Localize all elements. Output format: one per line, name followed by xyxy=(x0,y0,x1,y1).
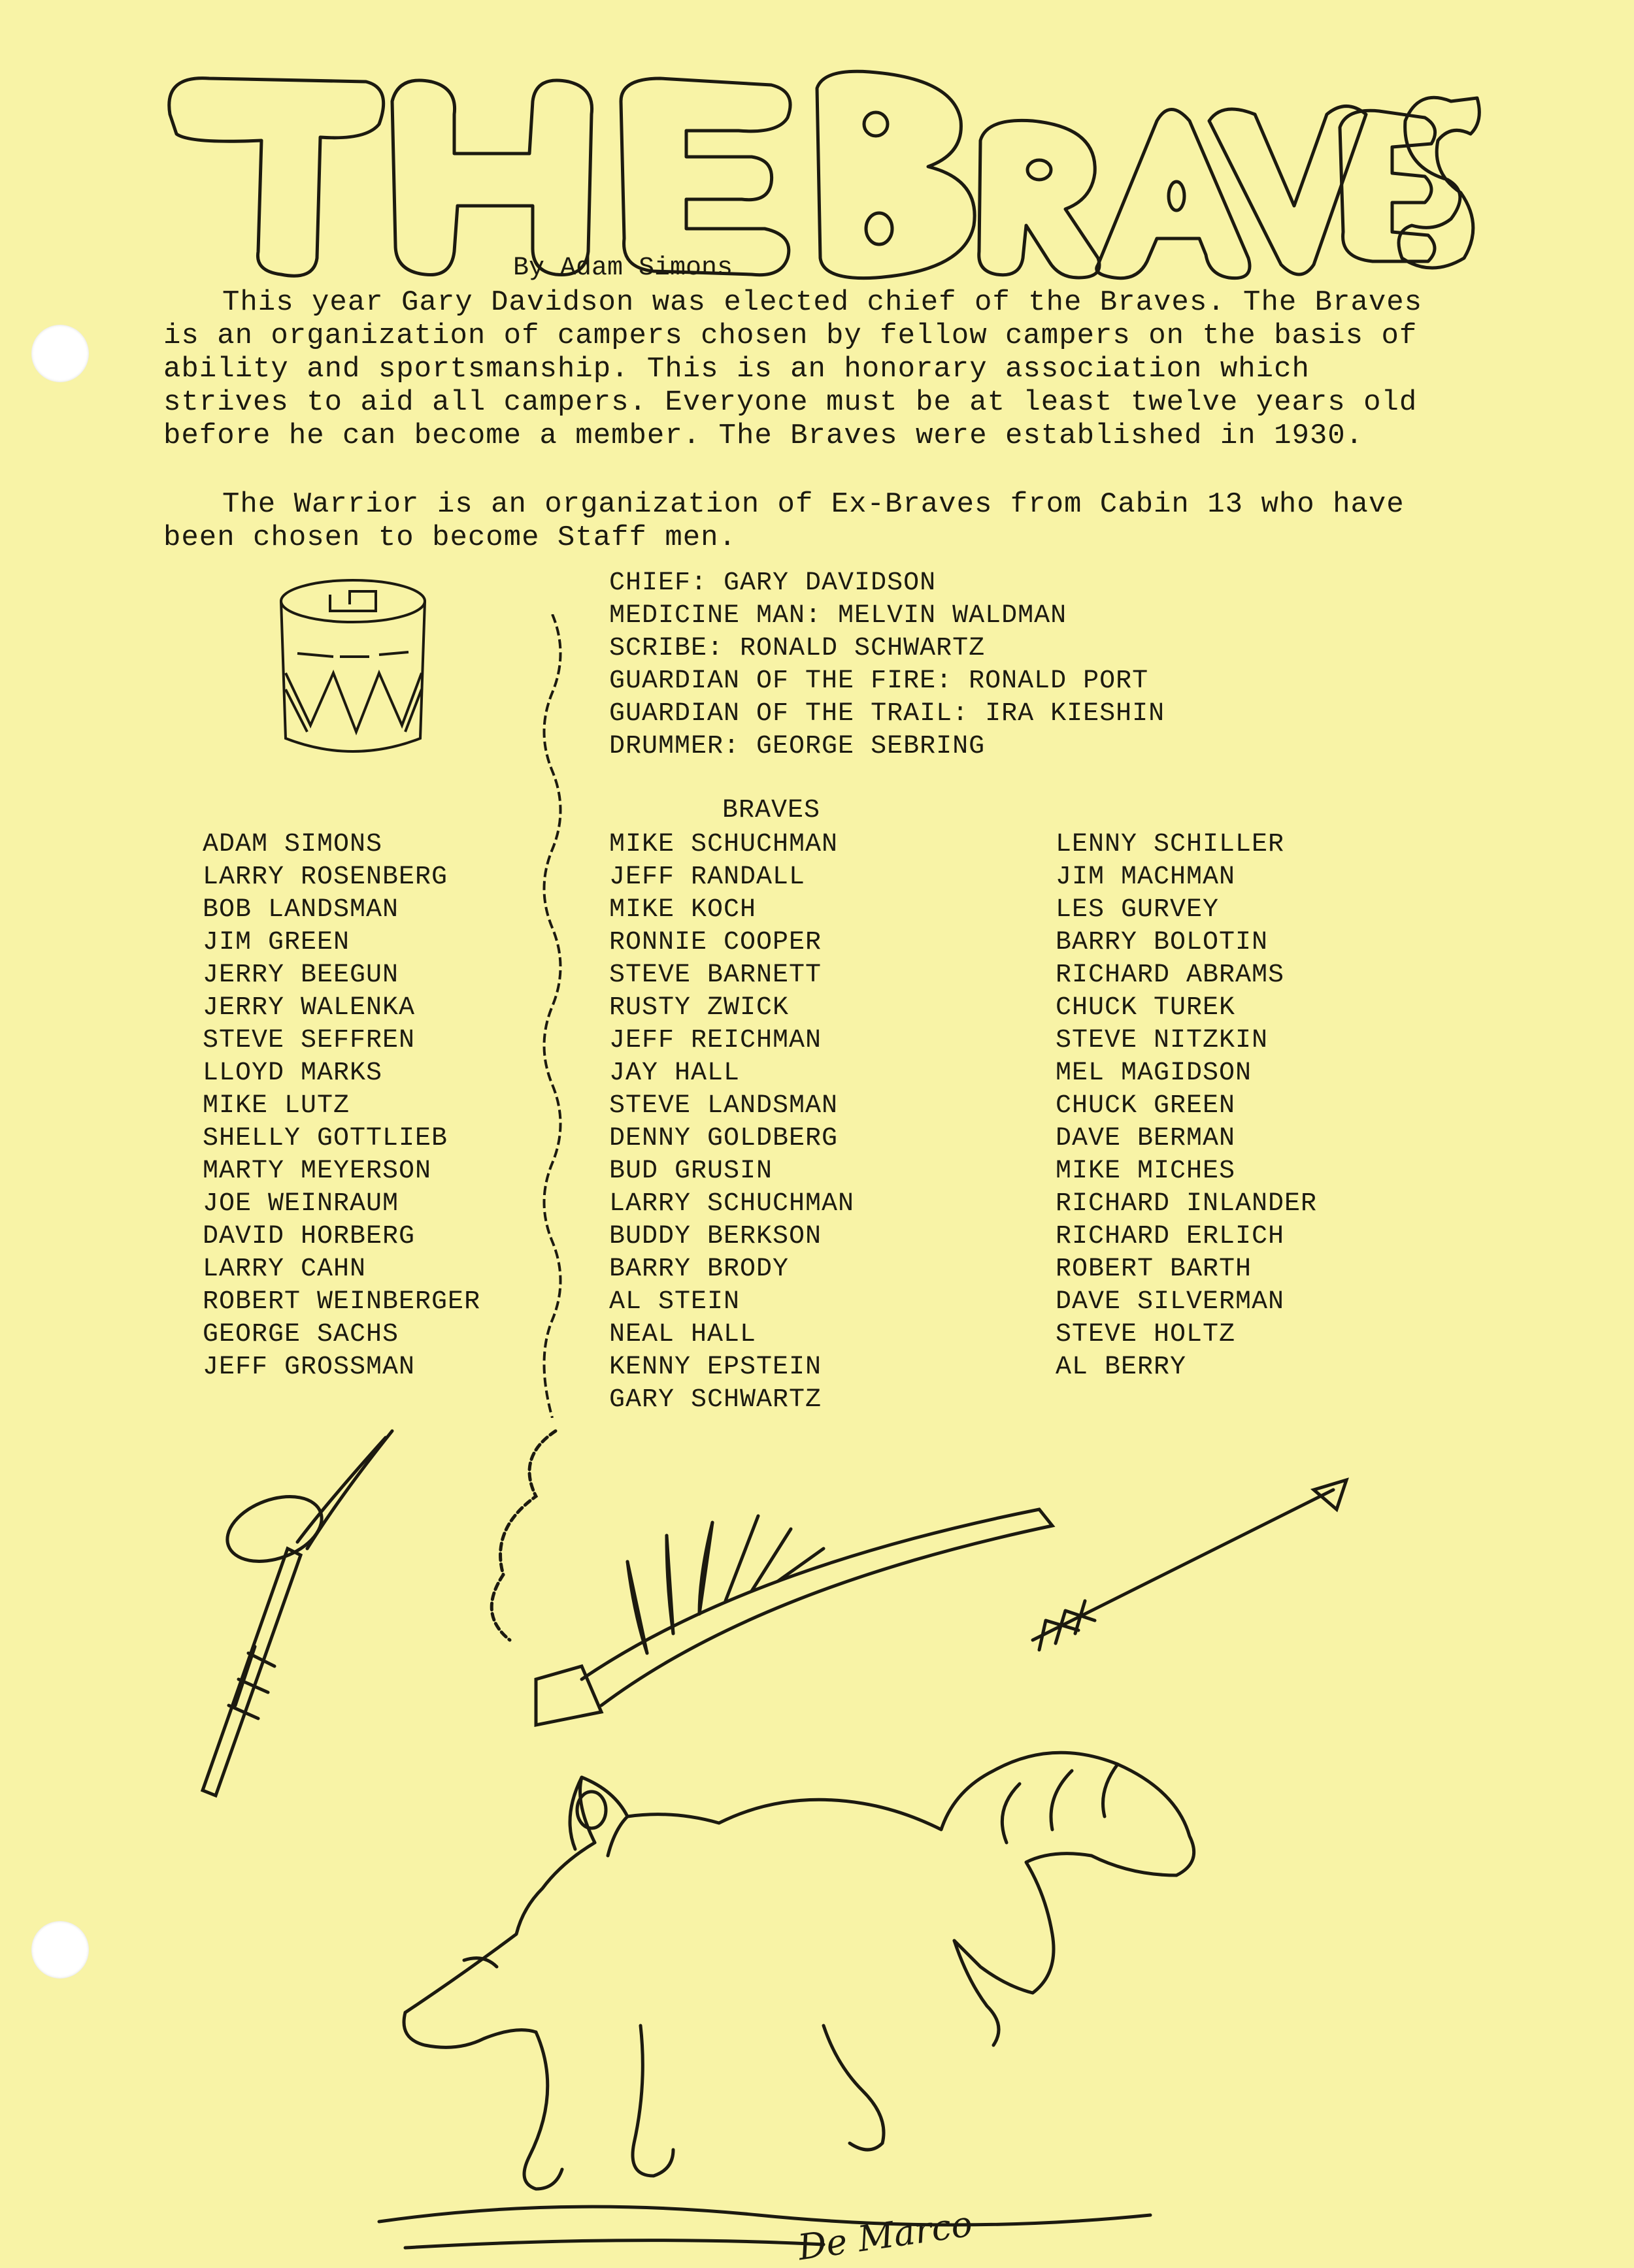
member-name: BOB LANDSMAN xyxy=(203,895,399,925)
braves-column-1 xyxy=(203,829,480,1384)
member-name: LES GURVEY xyxy=(1056,895,1220,925)
member-name: RICHARD INLANDER xyxy=(1056,1189,1318,1219)
member-name: LENNY SCHILLER xyxy=(1056,830,1285,859)
member-name: STEVE NITZKIN xyxy=(1056,1026,1269,1055)
binder-hole-bottom xyxy=(31,1921,89,1979)
member-name: ROBERT BARTH xyxy=(1056,1255,1252,1284)
member-name: BUD GRUSIN xyxy=(609,1157,773,1186)
binder-hole-top xyxy=(31,325,89,382)
member-name: AL STEIN xyxy=(609,1287,741,1317)
member-name: BUDDY BERKSON xyxy=(609,1222,822,1251)
officer-drummer: DRUMMER: GEORGE SEBRING xyxy=(609,732,986,761)
member-name: LARRY CAHN xyxy=(203,1255,367,1284)
member-name: JIM GREEN xyxy=(203,928,350,957)
member-name: SHELLY GOTTLIEB xyxy=(203,1124,448,1153)
member-name: DAVE SILVERMAN xyxy=(1056,1287,1285,1317)
member-name: STEVE LANDSMAN xyxy=(609,1091,839,1121)
member-name: MEL MAGIDSON xyxy=(1056,1059,1252,1088)
member-name: LARRY SCHUCHMAN xyxy=(609,1189,855,1219)
officer-guardian-trail: GUARDIAN OF THE TRAIL: IRA KIESHIN xyxy=(609,699,1165,729)
byline: By Adam Simons xyxy=(513,254,733,283)
member-name: GEORGE SACHS xyxy=(203,1320,399,1349)
member-name: BARRY BRODY xyxy=(609,1255,790,1284)
member-name: CHUCK TUREK xyxy=(1056,993,1236,1023)
member-name: RICHARD ABRAMS xyxy=(1056,961,1285,990)
member-name: LARRY ROSENBERG xyxy=(203,863,448,892)
member-name: DAVE BERMAN xyxy=(1056,1124,1236,1153)
member-name: STEVE SEFFREN xyxy=(203,1026,416,1055)
member-name: AL BERRY xyxy=(1056,1353,1187,1382)
officer-list xyxy=(609,567,1165,763)
title-art xyxy=(150,62,1484,284)
member-name: DAVID HORBERG xyxy=(203,1222,416,1251)
member-name: JERRY WALENKA xyxy=(203,993,416,1023)
member-name: RONNIE COOPER xyxy=(609,928,822,957)
member-name: NEAL HALL xyxy=(609,1320,757,1349)
member-name: JIM MACHMAN xyxy=(1056,863,1236,892)
member-name: ADAM SIMONS xyxy=(203,830,383,859)
member-name: JAY HALL xyxy=(609,1059,741,1088)
drum-drawing xyxy=(271,575,435,764)
member-name: ROBERT WEINBERGER xyxy=(203,1287,481,1317)
member-name: BARRY BOLOTIN xyxy=(1056,928,1269,957)
braves-heading: BRAVES xyxy=(722,796,821,825)
member-name: JOE WEINRAUM xyxy=(203,1189,399,1219)
member-name: MIKE KOCH xyxy=(609,895,757,925)
paragraph-text: The Warrior is an organization of Ex-Braves from Cabin 13 who have been chosen to become Staff men. xyxy=(163,488,1405,554)
member-name: JEFF RANDALL xyxy=(609,863,806,892)
member-name: STEVE HOLTZ xyxy=(1056,1320,1236,1349)
braves-column-2 xyxy=(609,829,854,1417)
officer-medicine-man: MEDICINE MAN: MELVIN WALDMAN xyxy=(609,601,1067,631)
rope-divider xyxy=(533,614,572,1418)
member-name: MIKE MICHES xyxy=(1056,1157,1236,1186)
member-name: MARTY MEYERSON xyxy=(203,1157,432,1186)
member-name: STEVE BARNETT xyxy=(609,961,822,990)
member-name: DENNY GOLDBERG xyxy=(609,1124,839,1153)
member-name: JERRY BEEGUN xyxy=(203,961,399,990)
paragraph-text: This year Gary Davidson was elected chief of the Braves. The Braves is an organization of campers chosen by fellow campers on the basis of ability and sportsmanship. This is an honorary association which strives to aid all campers. Everyone must be at least twelve years old before he can become a member. The Braves were established in 1930. xyxy=(163,286,1423,452)
officer-guardian-fire: GUARDIAN OF THE FIRE: RONALD PORT xyxy=(609,666,1149,696)
officer-scribe: SCRIBE: RONALD SCHWARTZ xyxy=(609,634,986,663)
member-name: LLOYD MARKS xyxy=(203,1059,383,1088)
member-name: GARY SCHWARTZ xyxy=(609,1385,822,1415)
member-name: KENNY EPSTEIN xyxy=(609,1353,822,1382)
intro-paragraph-2 xyxy=(163,488,1431,555)
member-name: MIKE LUTZ xyxy=(203,1091,350,1121)
member-name: RUSTY ZWICK xyxy=(609,993,790,1023)
member-name: MIKE SCHUCHMAN xyxy=(609,830,839,859)
signature-text: De Marco xyxy=(795,2203,975,2268)
member-name: RICHARD ERLICH xyxy=(1056,1222,1285,1251)
member-name: JEFF GROSSMAN xyxy=(203,1353,416,1382)
member-name: JEFF REICHMAN xyxy=(609,1026,822,1055)
officer-chief: CHIEF: GARY DAVIDSON xyxy=(609,568,937,598)
fox-drawing xyxy=(366,1660,1346,2261)
arrow-drawing xyxy=(1020,1470,1359,1653)
member-name: CHUCK GREEN xyxy=(1056,1091,1236,1121)
intro-paragraph-1 xyxy=(163,286,1431,453)
braves-column-3 xyxy=(1056,829,1317,1384)
